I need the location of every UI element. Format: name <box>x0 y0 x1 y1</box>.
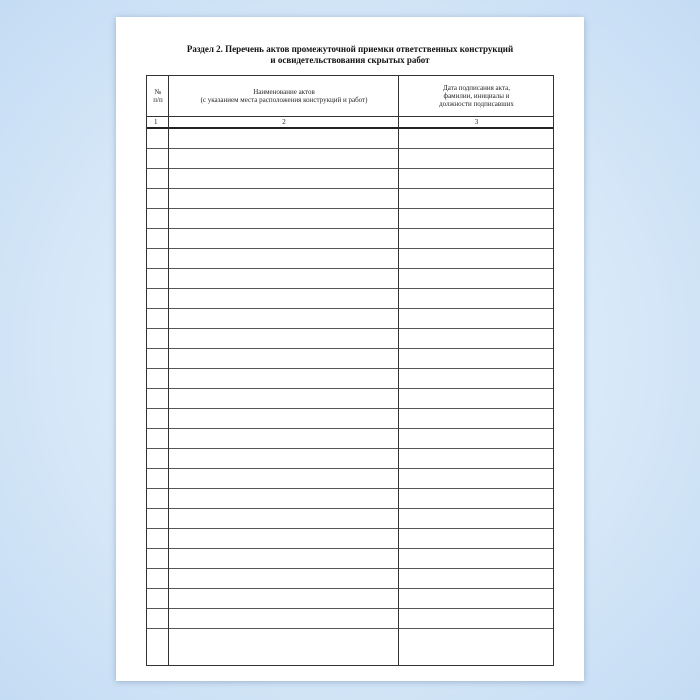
header-number: № п/п <box>153 88 163 104</box>
table-row <box>147 269 553 289</box>
table-header-row <box>147 76 553 116</box>
table-row <box>147 369 553 389</box>
column-number-2: 2 <box>282 118 286 126</box>
table-row <box>147 549 553 569</box>
header-sign-date: Дата подписания акта, фамилии, инициалы и должности подписавших <box>439 84 514 108</box>
section-title-line-1: Раздел 2. Перечень актов промежуточной приемки ответственных конструкций <box>186 44 514 54</box>
table-row <box>147 309 553 329</box>
table-row <box>147 229 553 249</box>
table-row <box>147 589 553 609</box>
table-row <box>147 529 553 549</box>
table-row <box>147 409 553 429</box>
table-row <box>147 489 553 509</box>
table-row <box>147 249 553 269</box>
column-divider <box>398 76 399 665</box>
table-body <box>147 129 553 629</box>
acts-table <box>146 75 554 666</box>
table-row <box>147 449 553 469</box>
table-row <box>147 509 553 529</box>
table-row <box>147 469 553 489</box>
table-row <box>147 189 553 209</box>
column-divider <box>168 76 169 665</box>
table-row <box>147 329 553 349</box>
column-number-3: 3 <box>474 118 479 126</box>
table-row <box>147 209 553 229</box>
column-number-1: 1 <box>154 118 158 126</box>
table-row <box>147 289 553 309</box>
header-act-name: Наименование актов (с указанием места расположения конструкций и работ) <box>200 88 368 104</box>
table-row <box>147 349 553 369</box>
section-title <box>146 44 554 66</box>
column-number-row <box>147 116 553 129</box>
table-row <box>147 609 553 629</box>
table-row <box>147 169 553 189</box>
table-row <box>147 149 553 169</box>
document-page <box>116 17 584 681</box>
section-title-line-2: и освидетельствования скрытых работ <box>270 55 430 65</box>
table-row <box>147 129 553 149</box>
table-row <box>147 569 553 589</box>
table-row <box>147 389 553 409</box>
table-row <box>147 429 553 449</box>
